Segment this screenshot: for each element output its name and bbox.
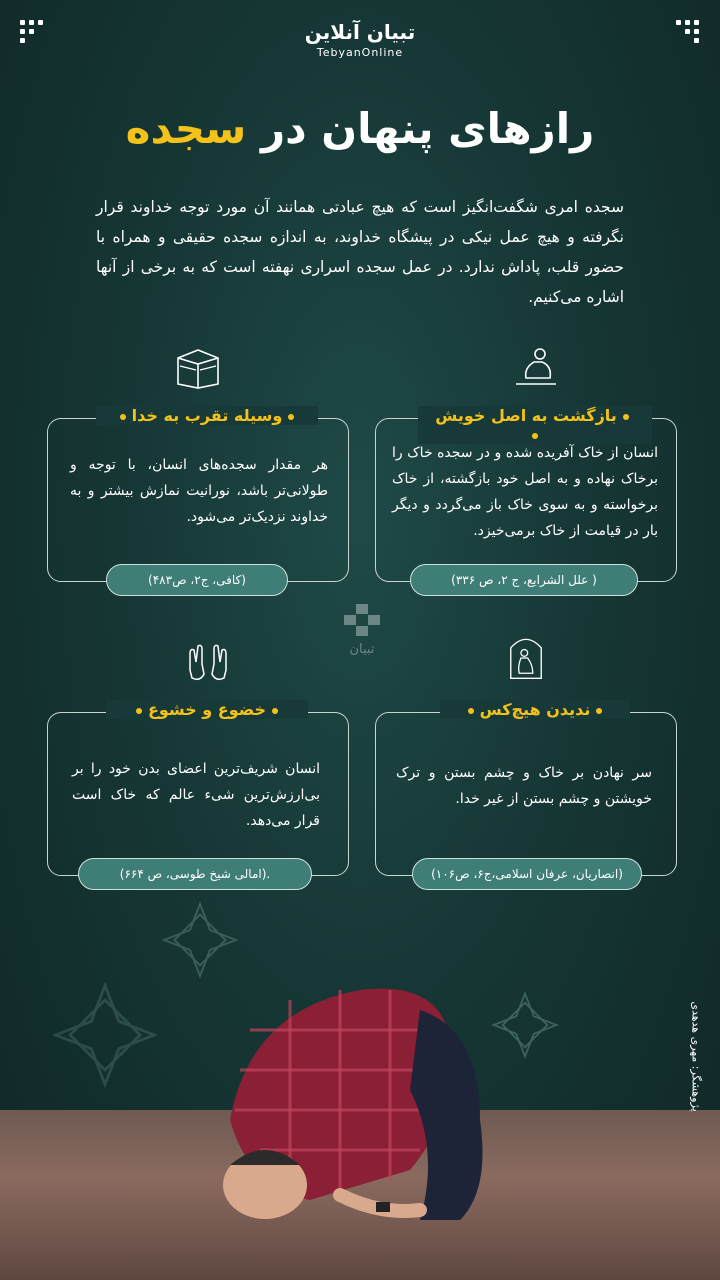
brand-name-fa: تبیان آنلاین <box>304 20 416 44</box>
title-text: رازهای پنهان در <box>260 104 595 153</box>
card-return-to-origin-body: انسان از خاک آفریده شده و در سجده خاک را برخاک نهاده و به اصل خود بازگشته، از خاک برخواسته و به سوی خاک باز می‌گردد و دیگر بار در قیامت از خاک برمی‌خیزد. <box>392 445 658 539</box>
researcher-credit: پژوهشگر: مهری هدهدی <box>689 1001 703 1112</box>
watermark-text: تبیان <box>349 642 375 657</box>
kaaba-icon <box>172 346 224 390</box>
tebyan-watermark <box>330 604 394 657</box>
card-humility-title: خضوع و خشوع <box>106 700 308 719</box>
card-return-to-origin-reference: ( علل الشرایع، ج ۲، ص ۳۳۶) <box>410 564 638 596</box>
page-title <box>0 104 720 153</box>
intro-paragraph: سجده امری شگفت‌انگیز است که هیچ عبادتی همانند آن مورد توجه خداوند قرار نگرفته و هیچ عمل نیکی در پیشگاه خداوند، به اندازه سجده حقیقی و همراه با حضور قلب، پاداش ندارد. در عمل سجده اسراری نهفته است که به برخی از آنها اشاره می‌کنیم. <box>96 198 624 306</box>
card-seeing-no-one-reference: (انصاریان، عرفان اسلامی،ج۶، ص۱۰۶) <box>412 858 642 890</box>
brand-name-en: TebyanOnline <box>316 46 404 59</box>
brand-logo <box>0 20 720 59</box>
card-nearness-body: هر مقدار سجده‌های انسان، با توجه و طولانی‌تر باشد، نورانیت نمازش بیشتر و به خداوند نزدیک‌تر می‌شود. <box>70 457 328 525</box>
card-humility-body: انسان شریف‌ترین اعضای بدن خود را بر بی‌ارزش‌ترین شیء عالم که خاک است قرار می‌دهد. <box>72 761 320 829</box>
prostrating-person-icon <box>510 346 562 390</box>
card-return-to-origin-title: بازگشت به اصل خویش <box>418 406 652 444</box>
title-highlight: سجده <box>125 104 247 153</box>
kneeling-prayer-icon <box>500 636 552 680</box>
watermark-logo-icon <box>342 604 382 638</box>
card-nearness-title: وسیله تقرب به خدا <box>96 406 318 425</box>
card-nearness-reference: (کافی، ج۲، ص۴۸۳) <box>106 564 288 596</box>
card-seeing-no-one-title: ندیدن هیچ‌کس <box>440 700 630 719</box>
man-prostrating-photo <box>190 970 520 1240</box>
card-humility-reference: .(امالی شیخ طوسی، ص ۶۶۴) <box>78 858 312 890</box>
praying-hands-icon <box>182 640 234 684</box>
card-seeing-no-one-body: سر نهادن بر خاک و چشم بستن و ترک خویشتن و چشم بستن از غیر خدا. <box>396 765 652 807</box>
star-ornament-far-left <box>50 980 160 1090</box>
star-ornament-left <box>160 900 240 980</box>
